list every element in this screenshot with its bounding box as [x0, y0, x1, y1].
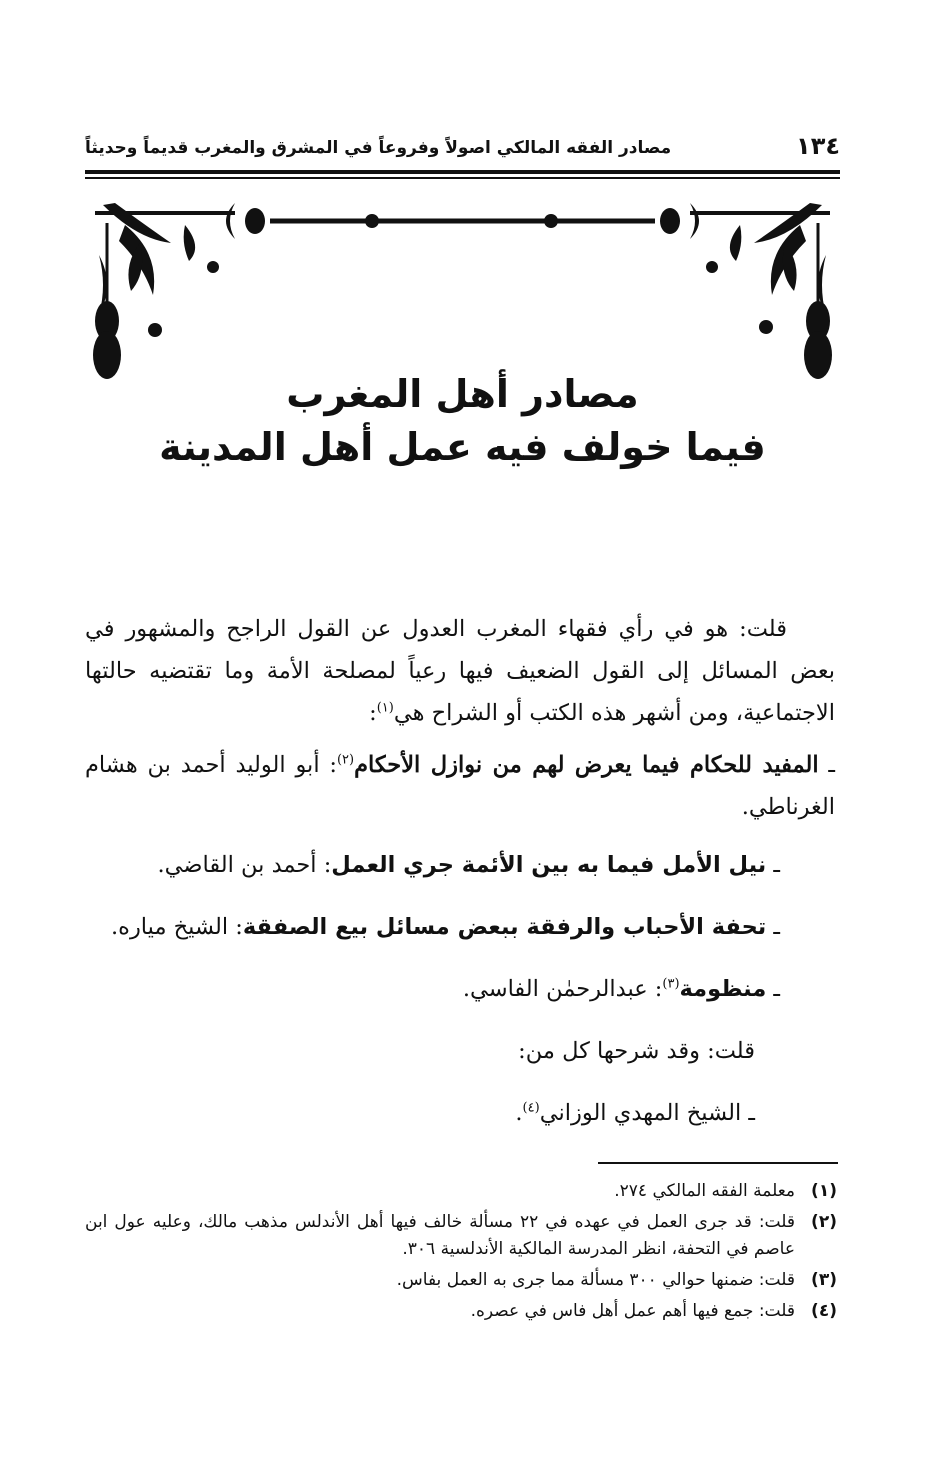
book-author: : أبو الوليد أحمد بن هشام الغرناطي.: [85, 752, 835, 820]
footnote-number: (٤): [811, 1301, 837, 1321]
header-rule-thick: [85, 170, 840, 174]
footnote-text: قلت: قد جرى العمل في عهده في ٢٢ مسألة خالف فيها أهل الأندلس مذهب مالك، وعليه عول ابن عاصم في التحفة، انظر المدرسة المالكية الأندلسية ٣٠٦.: [85, 1212, 795, 1259]
footnote-item: [85, 1267, 837, 1294]
page-number: ١٣٤: [796, 132, 840, 160]
left-corner-flourish: [93, 203, 235, 379]
footnotes: [85, 1178, 837, 1329]
footnote-text: قلت: ضمنها حوالي ٣٠٠ مسألة مما جرى به العمل بفاس.: [396, 1270, 795, 1290]
intro-end: :: [369, 700, 377, 726]
footnote-ref: (٢): [336, 752, 355, 768]
footnote-ref: (٣): [662, 976, 680, 992]
intro-footnote-ref: (١): [376, 700, 394, 716]
header-rule-thin: [85, 177, 840, 179]
chapter-title-line2: فيما خولف فيه عمل أهل المدينة: [159, 425, 766, 469]
footnote-item: [85, 1298, 837, 1325]
list-item: ـ منظومة$^{(٣)}$: عبدالرحمٰن الفاسي.: [462, 976, 780, 1002]
list-item: ـ نيل الأمل فيما به بين الأئمة جري العمل: أحمد بن القاضي.: [157, 852, 780, 878]
chapter-ornament: [85, 195, 840, 395]
footnote-text: قلت: جمع فيها أهم عمل أهل فاس في عصره.: [470, 1301, 795, 1321]
footnote-ref: (٤): [522, 1100, 540, 1116]
footnote-number: (٣): [811, 1270, 837, 1290]
footnote-number: (١): [811, 1181, 837, 1201]
book-author: : أحمد بن القاضي.: [157, 852, 332, 878]
commentary-line: قلت: وقد شرحها كل من:: [518, 1038, 755, 1064]
book-title: المفيد للحكام فيما يعرض لهم من نوازل الأحكام: [354, 752, 819, 778]
intro-text: هو في رأي فقهاء المغرب العدول عن القول الراجح والمشهور في بعض المسائل إلى القول الضعيف فيها رعياً لمصلحة الأمة وما تقتضيه حالتها الاجتماعية، ومن أشهر هذه الكتب أو الشراح هي: [85, 616, 835, 726]
running-header: [85, 132, 840, 170]
footnote-item: [85, 1209, 837, 1263]
body-text: [85, 608, 835, 1144]
footnote-item: [85, 1178, 837, 1205]
footnote-text: معلمة الفقه المالكي ٢٧٤.: [614, 1181, 795, 1201]
running-title: مصادر الفقه المالكي اصولاً وفروعاً في المشرق والمغرب قديماً وحديثاً: [85, 138, 672, 158]
intro-paragraph: [85, 608, 835, 734]
book-title: تحفة الأحباب والرفقة ببعض مسائل بيع الصفقة: [242, 914, 767, 940]
book-title: نيل الأمل فيما به بين الأئمة جري العمل: [331, 852, 767, 878]
book-title: منظومة: [679, 976, 767, 1002]
list-item: ـ المفيد للحكام فيما يعرض لهم من نوازل الأحكام$^{(٢)}$: أبو الوليد أحمد بن هشام الغرناطي.: [85, 752, 835, 820]
right-corner-flourish: [690, 203, 832, 379]
book-author: : عبدالرحمٰن الفاسي.: [462, 976, 663, 1002]
footnote-separator: [598, 1162, 838, 1164]
book-author: : الشيخ مياره.: [111, 914, 243, 940]
intro-lead: قلت:: [739, 616, 787, 642]
list-item: ـ تحفة الأحباب والرفقة ببعض مسائل بيع الصفقة: الشيخ مياره.: [111, 914, 780, 940]
chapter-title-line1: مصادر أهل المغرب: [286, 372, 639, 416]
commentator-item: ـ الشيخ المهدي الوزاني$^{(٤)}$.: [515, 1100, 755, 1126]
footnote-number: (٢): [811, 1212, 837, 1232]
